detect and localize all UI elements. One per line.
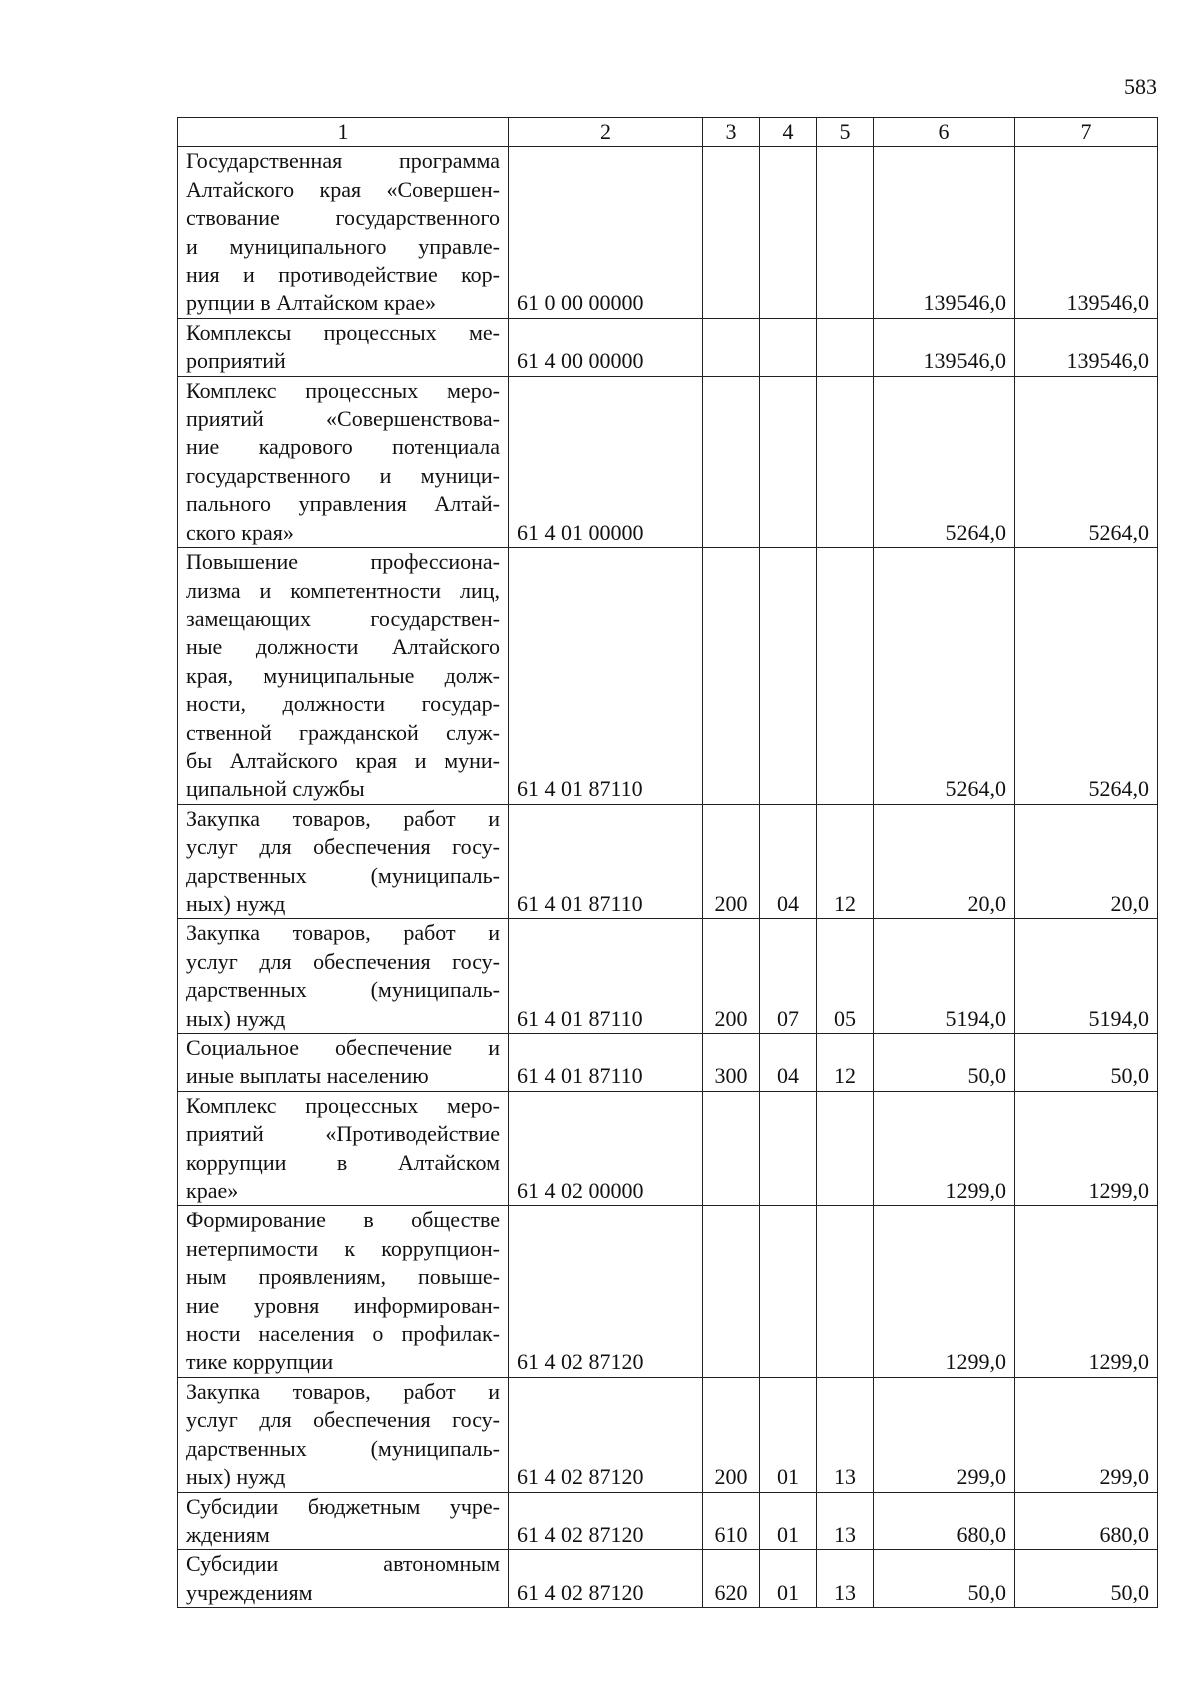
table-row bbox=[178, 147, 1158, 318]
row-name-line: края, муниципальные долж- bbox=[186, 662, 500, 688]
row-code: 61 4 01 00000 bbox=[509, 376, 703, 547]
row-name-line: ствование государственного bbox=[186, 205, 500, 231]
row-col-5 bbox=[817, 376, 874, 547]
row-col-5: 13 bbox=[817, 1492, 874, 1550]
row-col-4 bbox=[760, 1206, 817, 1377]
row-col-4: 01 bbox=[760, 1377, 817, 1492]
header-col-3: 3 bbox=[703, 118, 760, 147]
row-name-line: государственного и муници- bbox=[186, 462, 500, 488]
row-name-line: Государственная программа bbox=[186, 148, 500, 174]
row-col-7: 5264,0 bbox=[1015, 376, 1158, 547]
header-col-1: 1 bbox=[178, 118, 509, 147]
row-name-line: учреждениям bbox=[186, 1579, 313, 1605]
row-name-line: коррупции в Алтайском bbox=[186, 1149, 500, 1175]
row-name-line: Повышение профессиона- bbox=[186, 549, 500, 575]
row-name-line: Комплекс процессных меро- bbox=[186, 1092, 500, 1118]
row-col-6: 1299,0 bbox=[874, 1206, 1015, 1377]
row-name bbox=[178, 376, 509, 547]
row-name bbox=[178, 1492, 509, 1550]
row-name-line: ственной гражданской служ- bbox=[186, 719, 500, 745]
row-name-line: приятий «Совершенствова- bbox=[186, 406, 500, 432]
row-name-line: услуг для обеспечения госу- bbox=[186, 834, 500, 860]
row-name-line: крае» bbox=[186, 1178, 239, 1204]
row-name-line: ным проявлениям, повыше- bbox=[186, 1264, 500, 1290]
row-name-line: ния и противодействие кор- bbox=[186, 262, 500, 288]
row-col-6: 5264,0 bbox=[874, 548, 1015, 805]
row-name-line: иные выплаты населению bbox=[186, 1063, 429, 1089]
row-col-6: 139546,0 bbox=[874, 147, 1015, 318]
row-name-line: приятий «Противодействие bbox=[186, 1121, 500, 1147]
table-header bbox=[178, 118, 1158, 147]
header-col-4: 4 bbox=[760, 118, 817, 147]
row-name-line: замещающих государствен- bbox=[186, 605, 500, 631]
row-name-line: ных) нужд bbox=[186, 1005, 286, 1031]
header-col-5: 5 bbox=[817, 118, 874, 147]
row-col-5 bbox=[817, 1091, 874, 1206]
row-code: 61 4 01 87110 bbox=[509, 919, 703, 1034]
row-col-6: 5264,0 bbox=[874, 376, 1015, 547]
row-code: 61 4 02 00000 bbox=[509, 1091, 703, 1206]
row-col-4 bbox=[760, 147, 817, 318]
row-col-5 bbox=[817, 1206, 874, 1377]
row-col-5: 05 bbox=[817, 919, 874, 1034]
row-name-line: Социальное обеспечение и bbox=[186, 1035, 500, 1060]
header-col-6: 6 bbox=[874, 118, 1015, 147]
row-col-7: 1299,0 bbox=[1015, 1206, 1158, 1377]
row-name bbox=[178, 1550, 509, 1608]
row-col-5: 12 bbox=[817, 1034, 874, 1092]
row-name-line: дарственных (муниципаль- bbox=[186, 862, 500, 888]
row-name bbox=[178, 1206, 509, 1377]
row-col-7: 139546,0 bbox=[1015, 318, 1158, 376]
row-col-3: 200 bbox=[703, 919, 760, 1034]
row-col-4 bbox=[760, 318, 817, 376]
table-row bbox=[178, 376, 1158, 547]
row-col-6: 1299,0 bbox=[874, 1091, 1015, 1206]
row-name-line: ципальной службы bbox=[186, 776, 365, 802]
table-row bbox=[178, 1034, 1158, 1092]
header-col-7: 7 bbox=[1015, 118, 1158, 147]
row-col-3 bbox=[703, 1091, 760, 1206]
page-number: 583 bbox=[1124, 74, 1157, 99]
row-code: 61 4 02 87120 bbox=[509, 1377, 703, 1492]
row-col-3: 300 bbox=[703, 1034, 760, 1092]
table-row bbox=[178, 804, 1158, 919]
row-col-6: 139546,0 bbox=[874, 318, 1015, 376]
row-code: 61 4 01 87110 bbox=[509, 1034, 703, 1092]
row-col-7: 20,0 bbox=[1015, 804, 1158, 919]
table-row bbox=[178, 1550, 1158, 1608]
row-code: 61 0 00 00000 bbox=[509, 147, 703, 318]
row-name bbox=[178, 1091, 509, 1206]
row-col-5 bbox=[817, 147, 874, 318]
row-col-4: 01 bbox=[760, 1492, 817, 1550]
row-name-line: Формирование в обществе bbox=[186, 1207, 500, 1233]
row-name-line: услуг для обеспечения госу- bbox=[186, 1407, 500, 1433]
row-col-7: 5264,0 bbox=[1015, 548, 1158, 805]
row-col-6: 680,0 bbox=[874, 1492, 1015, 1550]
row-code: 61 4 02 87120 bbox=[509, 1492, 703, 1550]
row-col-6: 299,0 bbox=[874, 1377, 1015, 1492]
row-col-6: 5194,0 bbox=[874, 919, 1015, 1034]
row-name bbox=[178, 1377, 509, 1492]
row-name-line: нетерпимости к коррупцион- bbox=[186, 1235, 500, 1261]
row-col-7: 299,0 bbox=[1015, 1377, 1158, 1492]
row-name-line: Алтайского края «Совершен- bbox=[186, 176, 500, 202]
row-name-line: дарственных (муниципаль- bbox=[186, 977, 500, 1003]
row-name-line: ных) нужд bbox=[186, 1464, 286, 1490]
row-col-3: 200 bbox=[703, 1377, 760, 1492]
row-name bbox=[178, 1034, 509, 1092]
row-col-3: 610 bbox=[703, 1492, 760, 1550]
row-col-4: 07 bbox=[760, 919, 817, 1034]
row-name-line: Субсидии бюджетным учре- bbox=[186, 1493, 500, 1519]
row-name-line: Закупка товаров, работ и bbox=[186, 920, 500, 946]
row-name-line: ние кадрового потенциала bbox=[186, 434, 500, 460]
table-row bbox=[178, 1492, 1158, 1550]
row-col-5: 13 bbox=[817, 1377, 874, 1492]
table-row bbox=[178, 1206, 1158, 1377]
row-col-3 bbox=[703, 376, 760, 547]
table-row bbox=[178, 1377, 1158, 1492]
row-name-line: ности, должности государ- bbox=[186, 691, 500, 717]
row-code: 61 4 02 87120 bbox=[509, 1550, 703, 1608]
row-col-3 bbox=[703, 548, 760, 805]
row-name bbox=[178, 318, 509, 376]
row-name-line: и муниципального управле- bbox=[186, 233, 500, 259]
row-name bbox=[178, 147, 509, 318]
row-name bbox=[178, 919, 509, 1034]
row-name-line: ждениям bbox=[186, 1521, 270, 1547]
row-name-line: дарственных (муниципаль- bbox=[186, 1435, 500, 1461]
row-name-line: Субсидии автономным bbox=[186, 1551, 500, 1577]
row-col-3 bbox=[703, 147, 760, 318]
row-col-3 bbox=[703, 318, 760, 376]
table-row bbox=[178, 548, 1158, 805]
row-col-7: 1299,0 bbox=[1015, 1091, 1158, 1206]
row-col-3: 620 bbox=[703, 1550, 760, 1608]
row-name-line: ского края» bbox=[186, 519, 294, 545]
row-col-4 bbox=[760, 548, 817, 805]
row-col-4 bbox=[760, 1091, 817, 1206]
row-col-3: 200 bbox=[703, 804, 760, 919]
header-col-2: 2 bbox=[509, 118, 703, 147]
row-name-line: ные должности Алтайского bbox=[186, 634, 500, 660]
row-col-5: 13 bbox=[817, 1550, 874, 1608]
row-col-4: 04 bbox=[760, 804, 817, 919]
row-code: 61 4 01 87110 bbox=[509, 548, 703, 805]
row-code: 61 4 02 87120 bbox=[509, 1206, 703, 1377]
row-col-5: 12 bbox=[817, 804, 874, 919]
row-col-7: 50,0 bbox=[1015, 1034, 1158, 1092]
row-name bbox=[178, 804, 509, 919]
row-col-7: 50,0 bbox=[1015, 1550, 1158, 1608]
row-col-6: 50,0 bbox=[874, 1034, 1015, 1092]
row-name-line: ние уровня информирован- bbox=[186, 1292, 500, 1318]
row-col-6: 20,0 bbox=[874, 804, 1015, 919]
row-name-line: рупции в Алтайском крае» bbox=[186, 290, 437, 316]
row-name-line: пального управления Алтай- bbox=[186, 491, 500, 517]
row-col-7: 139546,0 bbox=[1015, 147, 1158, 318]
row-col-4: 04 bbox=[760, 1034, 817, 1092]
row-col-5 bbox=[817, 318, 874, 376]
row-code: 61 4 01 87110 bbox=[509, 804, 703, 919]
row-name-line: бы Алтайского края и муни- bbox=[186, 747, 500, 773]
row-code: 61 4 00 00000 bbox=[509, 318, 703, 376]
row-name-line: ности населения о профилак- bbox=[186, 1321, 500, 1347]
row-name bbox=[178, 548, 509, 805]
row-name-line: ных) нужд bbox=[186, 890, 286, 916]
row-name-line: тике коррупции bbox=[186, 1349, 334, 1375]
row-col-7: 5194,0 bbox=[1015, 919, 1158, 1034]
row-col-5 bbox=[817, 548, 874, 805]
table-row bbox=[178, 1091, 1158, 1206]
row-name-line: услуг для обеспечения госу- bbox=[186, 948, 500, 974]
header-row bbox=[178, 118, 1158, 147]
row-col-4 bbox=[760, 376, 817, 547]
row-col-6: 50,0 bbox=[874, 1550, 1015, 1608]
row-name-line: лизма и компетентности лиц, bbox=[186, 577, 500, 603]
budget-table bbox=[177, 117, 1158, 1608]
row-name-line: Комплекс процессных меро- bbox=[186, 377, 500, 403]
row-name-line: Закупка товаров, работ и bbox=[186, 1378, 500, 1404]
row-col-3 bbox=[703, 1206, 760, 1377]
table-row bbox=[178, 318, 1158, 376]
row-name-line: роприятий bbox=[186, 348, 286, 374]
row-col-7: 680,0 bbox=[1015, 1492, 1158, 1550]
table-row bbox=[178, 919, 1158, 1034]
table-body bbox=[178, 147, 1158, 1608]
row-name-line: Закупка товаров, работ и bbox=[186, 805, 500, 831]
row-name-line: Комплексы процессных ме- bbox=[186, 319, 500, 345]
row-col-4: 01 bbox=[760, 1550, 817, 1608]
